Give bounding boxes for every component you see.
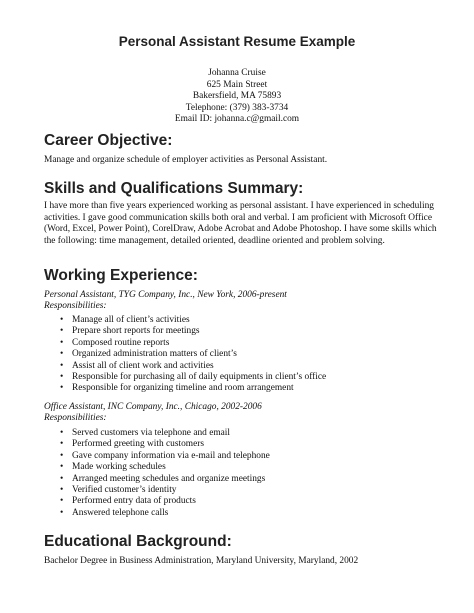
contact-telephone: Telephone: (379) 383-3734 xyxy=(185,102,289,113)
contact-name: Johanna Cruise xyxy=(208,68,266,78)
skills-text: I have more than five years experienced working as personal assistant. I have experienced in scheduling activities. I gave good communication skills both oral and verbal. I am proficient with Microsoft Office (Word, Excel, Power Point), CorelDraw, Adobe Acrobat and Adobe Photoshop. I have some skills which the following: time management, detailed oriented, deadline oriented and problem solving. xyxy=(44,201,437,246)
job-1-responsibilities-label: Responsibilities: xyxy=(44,301,107,311)
education-text: Bachelor Degree in Business Administration, Maryland University, Maryland, 2002 xyxy=(44,556,359,566)
experience-heading: Working Experience: xyxy=(44,267,198,284)
list-item: • Responsible for purchasing all of daily equipments in client’s office xyxy=(44,372,326,383)
list-item: • Arranged meeting schedules and organize meetings xyxy=(44,474,270,485)
list-item: • Composed routine reports xyxy=(44,338,326,349)
contact-street: 625 Main Street xyxy=(206,79,268,90)
list-item: • Responsible for organizing timeline and room arrangement xyxy=(44,383,326,394)
list-item: • Gave company information via e-mail and telephone xyxy=(44,451,270,462)
contact-city: Bakersfield, MA 75893 xyxy=(192,91,282,102)
job-2-title: Office Assistant, INC Company, Inc., Chicago, 2002-2006 xyxy=(44,402,262,412)
list-item: • Made working schedules xyxy=(44,462,270,473)
job-2-responsibilities-list xyxy=(44,428,270,519)
job-2-responsibilities-label: Responsibilities: xyxy=(44,413,107,423)
list-item: • Answered telephone calls xyxy=(44,508,270,519)
skills-heading: Skills and Qualifications Summary: xyxy=(44,180,304,197)
list-item: • Served customers via telephone and email xyxy=(44,428,270,439)
objective-text: Manage and organize schedule of employer activities as Personal Assistant. xyxy=(44,155,328,165)
list-item: • Performed greeting with customers xyxy=(44,439,270,450)
job-1-title: Personal Assistant, TYG Company, Inc., New York, 2006-present xyxy=(44,290,287,300)
job-1-responsibilities-list xyxy=(44,315,326,395)
objective-heading: Career Objective: xyxy=(44,132,173,149)
list-item: • Verified customer’s identity xyxy=(44,485,270,496)
document-title: Personal Assistant Resume Example xyxy=(118,34,356,49)
list-item: • Organized administration matters of client’s xyxy=(44,349,326,360)
education-heading: Educational Background: xyxy=(44,533,232,550)
contact-block xyxy=(0,68,474,126)
list-item: • Performed entry data of products xyxy=(44,496,270,507)
list-item: • Assist all of client work and activities xyxy=(44,361,326,372)
contact-email: Email ID: johanna.c@gmail.com xyxy=(174,114,300,125)
list-item: • Prepare short reports for meetings xyxy=(44,326,326,337)
list-item: • Manage all of client’s activities xyxy=(44,315,326,326)
